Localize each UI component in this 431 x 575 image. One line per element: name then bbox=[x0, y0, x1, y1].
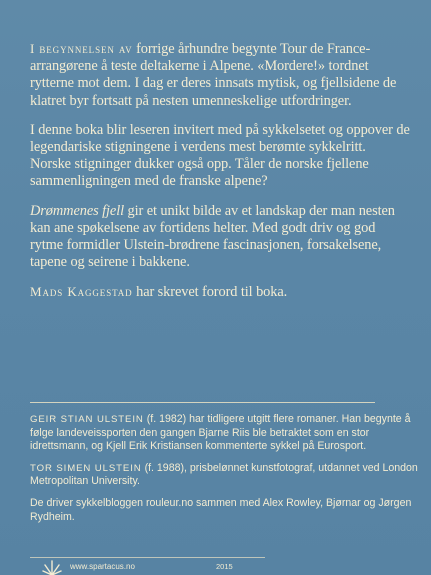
divider bbox=[30, 402, 375, 403]
spartacus-star-icon bbox=[42, 557, 62, 575]
publisher-website: www.spartacus.no bbox=[70, 562, 135, 571]
foreword-author: Mads Kaggestad bbox=[30, 284, 133, 300]
blurb-paragraph-3-text: gir et unikt bilde av et landskap der man nesten kan ane spøkelsene av fortidens helter. Med godt driv og god rytme formidler Ulstein-brødrene fascinasjonen, forsakelsene, tapene og seirene i bakkene. bbox=[30, 202, 395, 271]
blurb-paragraph-3 bbox=[30, 203, 410, 272]
author-bio-1 bbox=[30, 413, 418, 454]
blurb-paragraph-1 bbox=[30, 40, 410, 110]
lead-in: I begynnelsen av bbox=[30, 41, 133, 56]
book-title: Drømmenes fjell bbox=[30, 202, 125, 219]
author-bios bbox=[30, 413, 418, 532]
footer-divider bbox=[30, 557, 265, 558]
blurb-paragraph-1-text: forrige århundre begynte Tour de France-arrangørene å teste deltakerne i Alpene. «Mordere!» tordnet rytterne mot dem. I dag er deres innsats mytisk, og fjellsidene de klatret byr fortsatt på nesten umenneskelige utfordringer. bbox=[30, 41, 397, 109]
blurb-paragraph-2: I denne boka blir leseren invitert med på sykkelsetet og oppover de legendariske stigningene i verdens mest berømte sykkelritt. Norske stigninger dukker også opp. Tåler de norske fjellene sammenligningen med de franske alpene? bbox=[30, 121, 410, 190]
author-bio-2 bbox=[30, 462, 418, 489]
blurb-paragraph-4 bbox=[30, 283, 410, 301]
blurb-paragraph-4-text: har skrevet forord til boka. bbox=[136, 284, 288, 301]
author-bio-3: De driver sykkelbloggen rouleur.no sammen med Alex Rowley, Bjørnar og Jørgen Rydheim. bbox=[30, 496, 412, 523]
author-bio-1-text: (f. 1982) har tidligere utgitt flere romaner. Han begynte å følge landeveissporten den gangen Bjarne Riis ble betraktet som en stor idrettsmann, og Kjell Erik Kristiansen kommenterte sykkel på Eurosport. bbox=[30, 413, 411, 453]
publication-year: 2015 bbox=[216, 562, 233, 571]
blurb bbox=[30, 40, 410, 314]
author-name-1: GEIR STIAN ULSTEIN bbox=[30, 414, 144, 425]
author-name-2: TOR SIMEN ULSTEIN bbox=[30, 462, 142, 474]
author-bio-2-text: (f. 1988), prisbelønnet kunstfotograf, utdannet ved London Metropolitan University. bbox=[30, 461, 418, 488]
